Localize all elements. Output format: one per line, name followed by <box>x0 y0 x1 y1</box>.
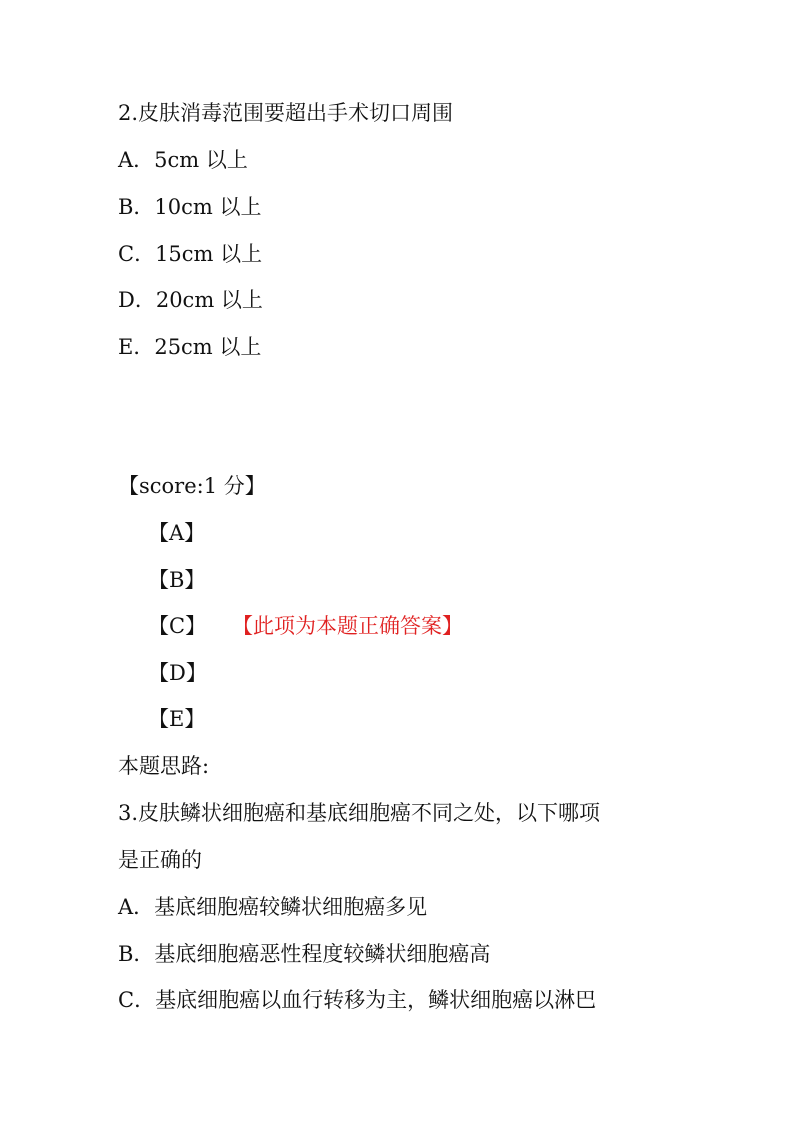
question-3-stem-line-1: 3.皮肤鳞状细胞癌和基底细胞癌不同之处，以下哪项 <box>118 801 601 825</box>
answer-b: 【B】 <box>148 568 206 592</box>
explanation-label: 本题思路: <box>118 754 210 778</box>
answer-d: 【D】 <box>148 661 207 685</box>
question-2-option-c: C．15cm 以上 <box>118 242 263 266</box>
question-3-option-a: A．基底细胞癌较鳞状细胞癌多见 <box>118 895 428 919</box>
question-2-option-d: D．20cm 以上 <box>118 288 263 312</box>
question-3-option-c: C．基底细胞癌以血行转移为主，鳞状细胞癌以淋巴 <box>118 988 597 1012</box>
answer-c: 【C】 <box>148 614 207 638</box>
correct-answer-note: 【此项为本题正确答案】 <box>232 614 463 638</box>
question-2-option-a: A．5cm 以上 <box>118 148 248 172</box>
question-2-stem: 2.皮肤消毒范围要超出手术切口周围 <box>118 101 454 125</box>
answer-e: 【E】 <box>148 707 206 731</box>
score-label: 【score:1 分】 <box>118 474 266 498</box>
question-3-option-b: B．基底细胞癌恶性程度较鳞状细胞癌高 <box>118 942 491 966</box>
question-3-stem-line-2: 是正确的 <box>118 848 202 872</box>
answer-a: 【A】 <box>148 521 206 545</box>
question-2-option-b: B．10cm 以上 <box>118 195 262 219</box>
question-2-option-e: E．25cm 以上 <box>118 335 262 359</box>
